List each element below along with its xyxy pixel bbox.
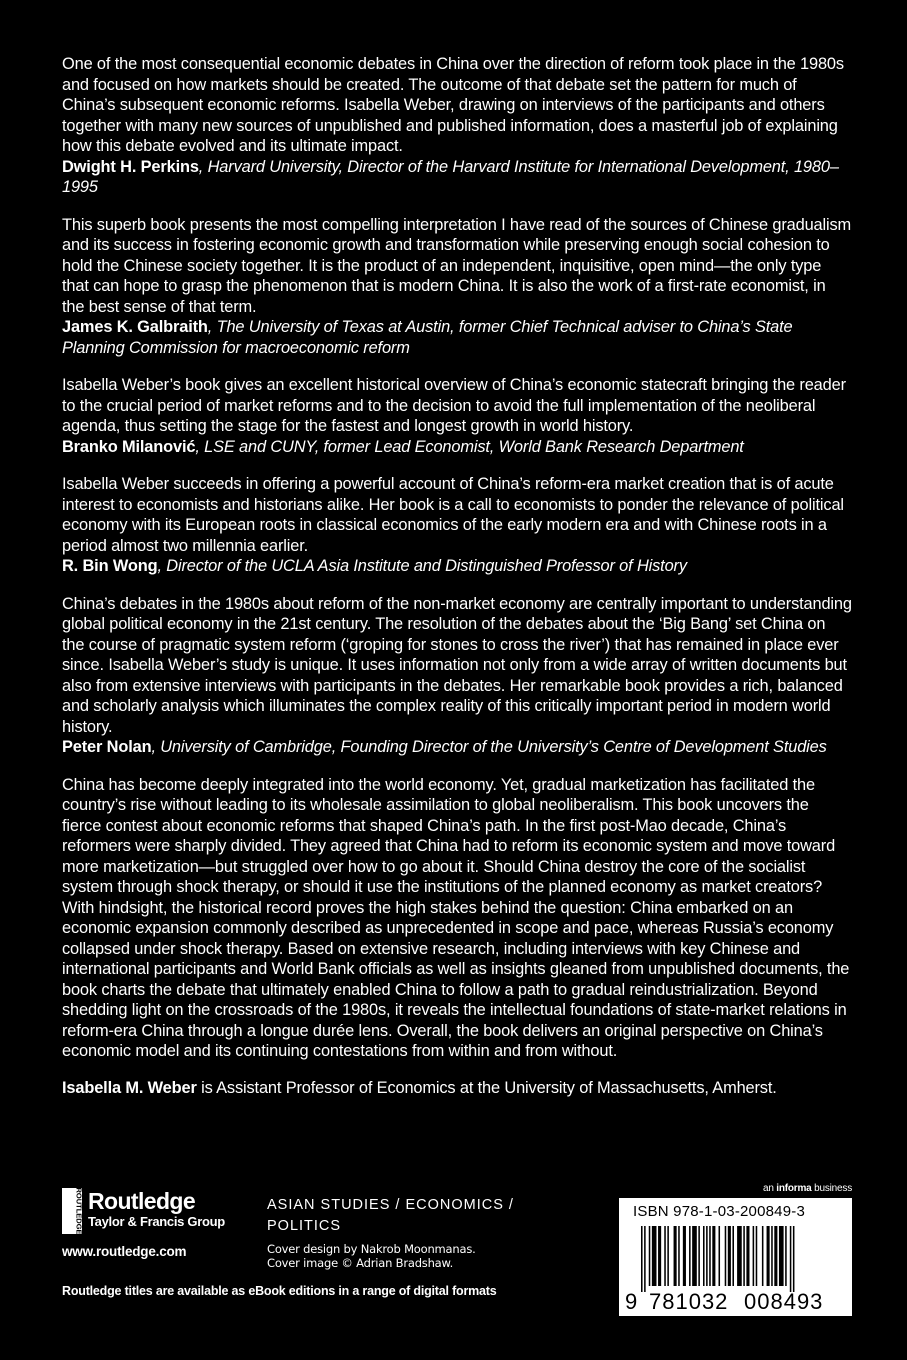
logo-text	[88, 1188, 225, 1230]
endorser-name: Peter Nolan	[62, 738, 152, 756]
barcode-bar	[703, 1226, 705, 1286]
subject-line: ASIAN STUDIES / ECONOMICS /	[267, 1197, 514, 1213]
endorser-affiliation: , The University of Texas at Austin, former Chief Technical adviser to China’s State Planning Commission for macroeconomic reform	[62, 318, 793, 357]
endorsement-attribution	[62, 437, 852, 458]
routledge-mark-icon	[62, 1188, 82, 1234]
barcode-digit-group: 781032	[649, 1289, 729, 1314]
cover-footer	[62, 1180, 852, 1330]
barcode-bar	[743, 1226, 745, 1286]
barcode-digit-group: 008493	[744, 1289, 824, 1314]
endorser-affiliation: , Harvard University, Director of the Harvard Institute for International Development, 1980–1995	[62, 157, 839, 196]
informa-suffix: business	[811, 1183, 852, 1194]
barcode-bar	[732, 1226, 734, 1286]
subject-category	[267, 1195, 567, 1237]
back-cover-text	[62, 54, 852, 1098]
endorser-name: Dwight H. Perkins	[62, 157, 199, 176]
endorsement	[62, 215, 852, 359]
publisher-name: Routledge	[88, 1188, 196, 1214]
informa-business-label	[763, 1183, 852, 1194]
barcode-bar	[664, 1226, 666, 1286]
endorsement	[62, 54, 852, 198]
barcode-bar	[790, 1226, 792, 1292]
barcode-bar	[712, 1226, 715, 1286]
barcode-bar	[767, 1226, 770, 1286]
endorsement-attribution	[62, 317, 852, 358]
barcode-bar	[774, 1226, 777, 1286]
barcode-bar	[683, 1226, 686, 1286]
logo-mark-text: ROUTLEDGE	[74, 1187, 84, 1235]
barcode-bar	[753, 1226, 755, 1286]
barcode-bar	[793, 1226, 795, 1292]
barcode-bar	[725, 1226, 727, 1286]
endorsement	[62, 594, 852, 758]
endorsement-text: This superb book presents the most compelling interpretation I have read of the sources of Chinese gradualism and its success in fostering economic growth and transformation while preserving enough social cohesion to hold the Chinese society together. It is the product of an independent, inquisitive, open mind—the only type that can hope to grasp the phenomenon that is modern China. It is also the work of a first-rate economist, in the best sense of that term.	[62, 215, 852, 316]
barcode-bar	[644, 1226, 646, 1292]
publisher-group: Taylor & Francis Group	[88, 1214, 225, 1229]
publisher-website: www.routledge.com	[62, 1244, 187, 1259]
barcode-bar	[652, 1226, 657, 1286]
barcode-bar	[678, 1226, 680, 1286]
barcode-bar	[728, 1226, 731, 1286]
endorsement-attribution	[62, 737, 852, 758]
barcode-bar	[737, 1226, 742, 1286]
barcode-bar	[746, 1226, 749, 1286]
cover-image-credit: Cover image © Adrian Bradshaw.	[267, 1256, 454, 1270]
endorser-name: Branko Milanović	[62, 437, 196, 456]
informa-brand: informa	[776, 1183, 812, 1194]
endorsement	[62, 375, 852, 457]
barcode-bar	[689, 1226, 691, 1286]
informa-prefix: an	[762, 1183, 777, 1194]
endorser-affiliation: , Director of the UCLA Asia Institute and Distinguished Professor of History	[157, 557, 687, 575]
endorser-name: James K. Galbraith	[62, 318, 208, 336]
book-blurb: China has become deeply integrated into the world economy. Yet, gradual marketization has facilitated the country’s rise without leading to its wholesale assimilation to global neoliberalism. This book uncovers the fierce contest about economic reforms that shaped China’s path. In the first post-Mao decade, China’s reformers were sharply divided. They agreed that China had to reform its economic system and move toward more marketization—but struggled over how to go about it. Should China destroy the core of the socialist system through shock therapy, or should it use the institutions of the planned economy as market creators? With hindsight, the historical record proves the high stakes behind the question: China embarked on an economic expansion commonly described as unprecedented in scope and pace, whereas Russia’s economy collapsed under shock therapy. Based on extensive research, including interviews with key Chinese and international participants and World Bank officials as well as insights gleaned from unpublished documents, the book charts the debate that ultimately enabled China to follow a path to gradual reindustrialization. Beyond shedding light on the crossroads of the 1980s, it reveals the intellectual foundations of state-market relations in reform-era China through a longue durée lens. Overall, the book delivers an original perspective on China’s economic model and its continuing contestations from within and from without.	[62, 775, 850, 1060]
endorsement-text: China’s debates in the 1980s about reform of the non-market economy are centrally important to understanding global political economy in the 21st century. The resolution of the debates about the ‘Big Bang’ set China on the course of pragmatic system reform (‘groping for stones to cross the river’) that has remained in place ever since. Isabella Weber’s study is unique. It uses information not only from a wide array of written documents but also from extensive interviews with participants in the debates. Her remarkable book provides a rich, balanced and scholarly analysis which illuminates the complex reality of this critically important period in modern world history.	[62, 594, 852, 736]
barcode-bar	[709, 1226, 711, 1286]
endorsement-text: Isabella Weber’s book gives an excellent historical overview of China’s economic statecraft bringing the reader to the crucial period of market reforms and to the decision to avoid the full implementation of the neoliberal agenda, thus setting the stage for the fastest and longest growth in world history.	[62, 376, 846, 435]
barcode-bar	[756, 1226, 758, 1286]
subject-line: POLITICS	[267, 1218, 342, 1234]
barcode-icon	[631, 1226, 841, 1292]
author-bio	[62, 1078, 852, 1099]
barcode-bar	[698, 1226, 700, 1286]
cover-design-credit: Cover design by Nakrob Moonmanas.	[267, 1242, 476, 1256]
cover-credits	[267, 1242, 476, 1270]
endorsement-attribution	[62, 157, 852, 198]
barcode-bar	[692, 1226, 697, 1286]
endorsement-text: One of the most consequential economic debates in China over the direction of reform took place in the 1980s and focused on how markets should be created. The outcome of that debate set the pattern for much of China’s subsequent economic reforms. Isabella Weber, drawing on interviews of the participants and others together with many new sources of unpublished and published information, does a masterful job of explaining how this debate evolved and its ultimate impact.	[62, 55, 844, 155]
barcode-bar	[762, 1226, 764, 1286]
endorsement-attribution	[62, 556, 852, 577]
barcode-digit-group: 9	[625, 1289, 639, 1314]
barcode-bar	[719, 1226, 721, 1286]
endorser-affiliation: , University of Cambridge, Founding Director of the University’s Centre of Development Studies	[151, 738, 827, 756]
author-name: Isabella M. Weber	[62, 1078, 197, 1097]
author-bio-text: is Assistant Professor of Economics at the University of Massachusetts, Amherst.	[196, 1078, 777, 1097]
endorser-name: R. Bin Wong	[62, 557, 158, 575]
barcode-bar	[649, 1226, 651, 1286]
barcode-bar	[771, 1226, 773, 1286]
ebook-note: Routledge titles are available as eBook editions in a range of digital formats	[62, 1284, 497, 1298]
isbn-text: ISBN 978-1-03-200849-3	[633, 1203, 806, 1220]
barcode-bar	[706, 1226, 708, 1286]
barcode-bar	[785, 1226, 787, 1286]
barcode-bar	[674, 1226, 677, 1286]
endorsement	[62, 474, 852, 577]
barcode-bar	[779, 1226, 784, 1286]
routledge-logo	[62, 1188, 252, 1238]
barcode-bar	[658, 1226, 661, 1286]
endorser-affiliation: , LSE and CUNY, former Lead Economist, World Bank Research Department	[195, 437, 744, 456]
barcode-bar	[641, 1226, 643, 1292]
isbn-barcode	[619, 1198, 852, 1316]
endorsement-text: Isabella Weber succeeds in offering a powerful account of China’s reform-era market creation that is of acute interest to economists and historians alike. Her book is a call to economists to ponder the relevance of political economy with its European roots in classical economics of the early modern era and with Chinese roots in a period almost two millennia earlier.	[62, 475, 844, 555]
barcode-bar	[667, 1226, 669, 1286]
